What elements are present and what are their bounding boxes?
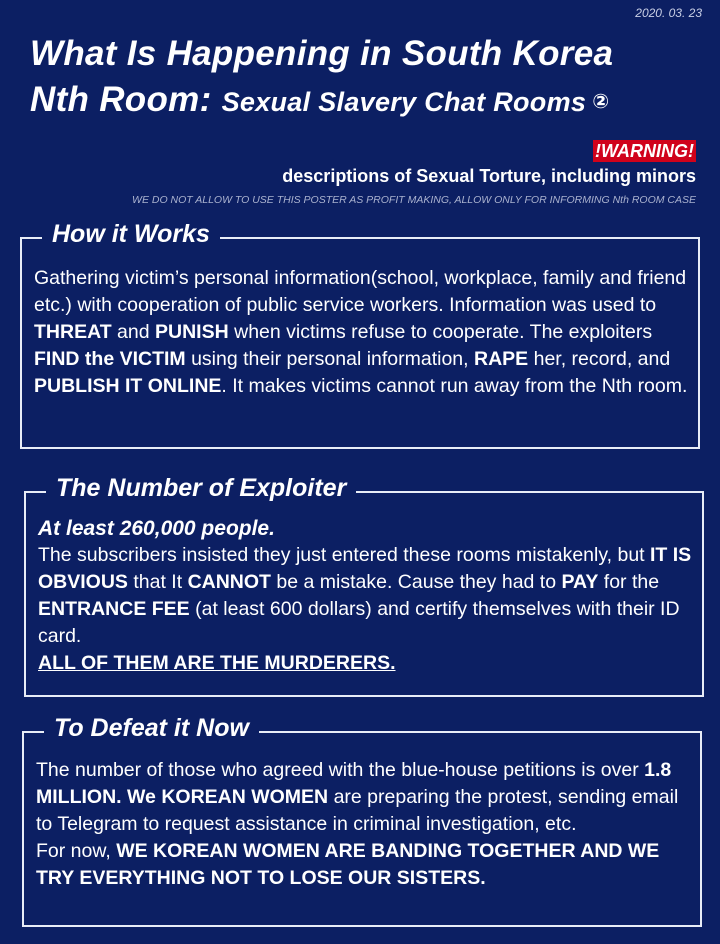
emphasis-punish: PUNISH <box>155 321 229 343</box>
circled-two-marker: ② <box>592 91 610 113</box>
text-run: that It <box>127 571 188 593</box>
title-main: Nth Room: <box>30 80 212 119</box>
emphasis-find-victim: FIND the VICTIM <box>34 348 186 370</box>
exploiter-paragraph <box>38 542 694 650</box>
section-body-to-defeat-it-now <box>36 757 692 892</box>
text-run: The number of those who agreed with the blue-house petitions is over <box>36 759 645 781</box>
warning-badge: !WARNING! <box>595 141 694 161</box>
text-run: using their personal information, <box>185 348 474 370</box>
text-run: her, record, and <box>528 348 671 370</box>
section-to-defeat-it-now <box>22 714 702 927</box>
text-run: are preparing the protest, sending email to Telegram to request assistance in criminal investigation, etc. <box>36 786 679 835</box>
banding-paragraph <box>36 838 692 892</box>
section-body-number-of-exploiter <box>38 515 694 677</box>
murderers-statement: ALL OF THEM ARE THE MURDERERS. <box>38 652 396 674</box>
exploiter-count-lead: At least 260,000 people. <box>38 517 275 540</box>
text-run: be a mistake. Cause they had to <box>270 571 562 593</box>
section-title-to-defeat-it-now: To Defeat it Now <box>44 714 259 743</box>
emphasis-rape: RAPE <box>474 348 529 370</box>
poster-date: 2020. 03. 23 <box>635 6 702 20</box>
emphasis-million: 1.8 MILLION. <box>36 759 672 808</box>
how-it-works-paragraph <box>34 265 690 400</box>
poster-title-line1: What Is Happening in South Korea <box>30 34 614 73</box>
title-sub: Sexual Slavery Chat Rooms <box>221 87 587 117</box>
emphasis-publish-online: PUBLISH IT ONLINE <box>34 375 222 397</box>
emphasis-obvious: IT IS OBVIOUS <box>38 544 692 593</box>
emphasis-korean-women: We KOREAN WOMEN <box>127 786 329 808</box>
emphasis-threat: THREAT <box>34 321 112 343</box>
text-run: and <box>111 321 156 343</box>
text-run: for the <box>598 571 660 593</box>
section-body-how-it-works <box>34 265 690 400</box>
petition-paragraph <box>36 757 692 838</box>
usage-disclaimer: WE DO NOT ALLOW TO USE THIS POSTER AS PROFIT MAKING, ALLOW ONLY FOR INFORMING Nth ROOM CASE <box>132 194 696 206</box>
emphasis-banding-together: WE KOREAN WOMEN ARE BANDING TOGETHER AND WE TRY EVERYTHING NOT TO LOSE OUR SISTERS. <box>36 840 660 889</box>
text-run: For now, <box>36 840 117 862</box>
text-run: Gathering victim’s personal information(school, workplace, family and friend etc.) with cooperation of public service workers. Information was used to <box>34 267 687 316</box>
section-number-of-exploiter <box>24 474 704 697</box>
text-run: . It makes victims cannot run away from the Nth room. <box>221 375 688 397</box>
text-run: The subscribers insisted they just entered these rooms mistakenly, but <box>38 544 651 566</box>
emphasis-entrance-fee: ENTRANCE FEE <box>38 598 190 620</box>
poster-title-line2 <box>30 80 609 120</box>
text-run: (at least 600 dollars) and certify themselves with their ID card. <box>38 598 680 647</box>
emphasis-pay: PAY <box>561 571 599 593</box>
section-title-how-it-works: How it Works <box>42 220 220 249</box>
warning-description: descriptions of Sexual Torture, including minors <box>282 166 696 186</box>
emphasis-cannot: CANNOT <box>187 571 271 593</box>
section-how-it-works <box>20 220 700 449</box>
text-run: when victims refuse to cooperate. The exploiters <box>228 321 653 343</box>
section-title-number-of-exploiter: The Number of Exploiter <box>46 474 356 503</box>
